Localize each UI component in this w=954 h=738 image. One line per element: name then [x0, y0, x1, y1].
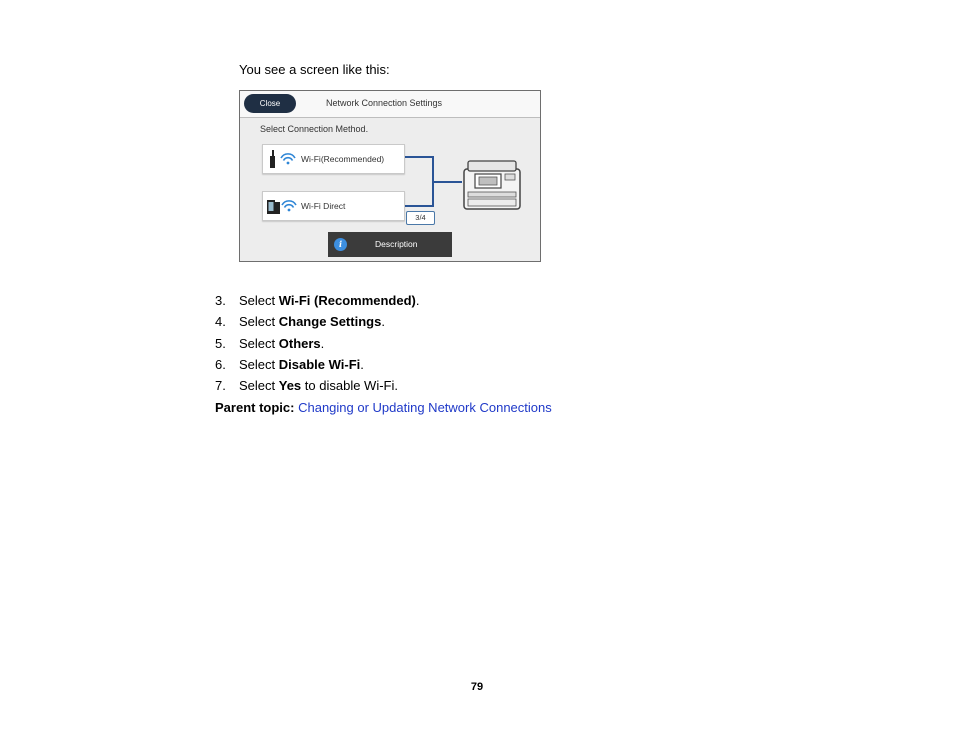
device-wifi-icon [266, 196, 300, 216]
description-label: Description [375, 239, 418, 249]
option-label: Wi-Fi Direct [301, 201, 346, 211]
router-wifi-icon [266, 149, 300, 169]
parent-topic [215, 400, 552, 415]
parent-topic-link[interactable]: Changing or Updating Network Connections [298, 400, 552, 415]
panel-title: Network Connection Settings [326, 98, 443, 108]
printer-control-panel-screenshot [239, 90, 541, 262]
step-number: 3. [215, 293, 226, 308]
step-bold-text: Wi-Fi (Recommended) [278, 293, 416, 308]
step-bold-text: Change Settings [278, 314, 382, 330]
step-text-end: . [381, 314, 385, 330]
step-number: 6. [215, 356, 226, 372]
intro-text: You see a screen like this: [239, 62, 390, 77]
step-text-end: . [360, 356, 364, 372]
info-icon: i [334, 238, 347, 251]
panel-header [240, 91, 540, 118]
step-text-end: . [415, 293, 420, 308]
step-text-end: . [320, 335, 325, 351]
option-label: Wi-Fi(Recommended) [301, 154, 385, 164]
parent-topic-label: Parent topic: [215, 400, 295, 415]
step-text-end: to disable Wi-Fi. [301, 378, 398, 394]
option-wifi-recommended[interactable] [262, 144, 405, 174]
step-text: Select [239, 356, 279, 372]
step-number: 5. [215, 335, 226, 351]
close-button[interactable]: Close [244, 94, 296, 113]
option-wifi-direct[interactable] [262, 191, 405, 221]
step-bold-text: Others [278, 335, 321, 351]
printer-icon [462, 159, 522, 211]
description-button[interactable] [328, 232, 452, 257]
step-text: Select [239, 378, 279, 394]
step-text: Select [239, 314, 279, 330]
page-number: 79 [470, 681, 484, 693]
page-indicator: 3/4 [406, 211, 435, 225]
step-text: Select [239, 335, 279, 351]
step-bold-text: Disable Wi-Fi [278, 356, 361, 372]
connection-method-prompt: Select Connection Method. [260, 124, 369, 134]
step-number: 4. [215, 314, 226, 330]
step-number: 7. [215, 378, 226, 394]
step-bold-text: Yes [278, 378, 302, 394]
step-text: Select [239, 293, 279, 308]
